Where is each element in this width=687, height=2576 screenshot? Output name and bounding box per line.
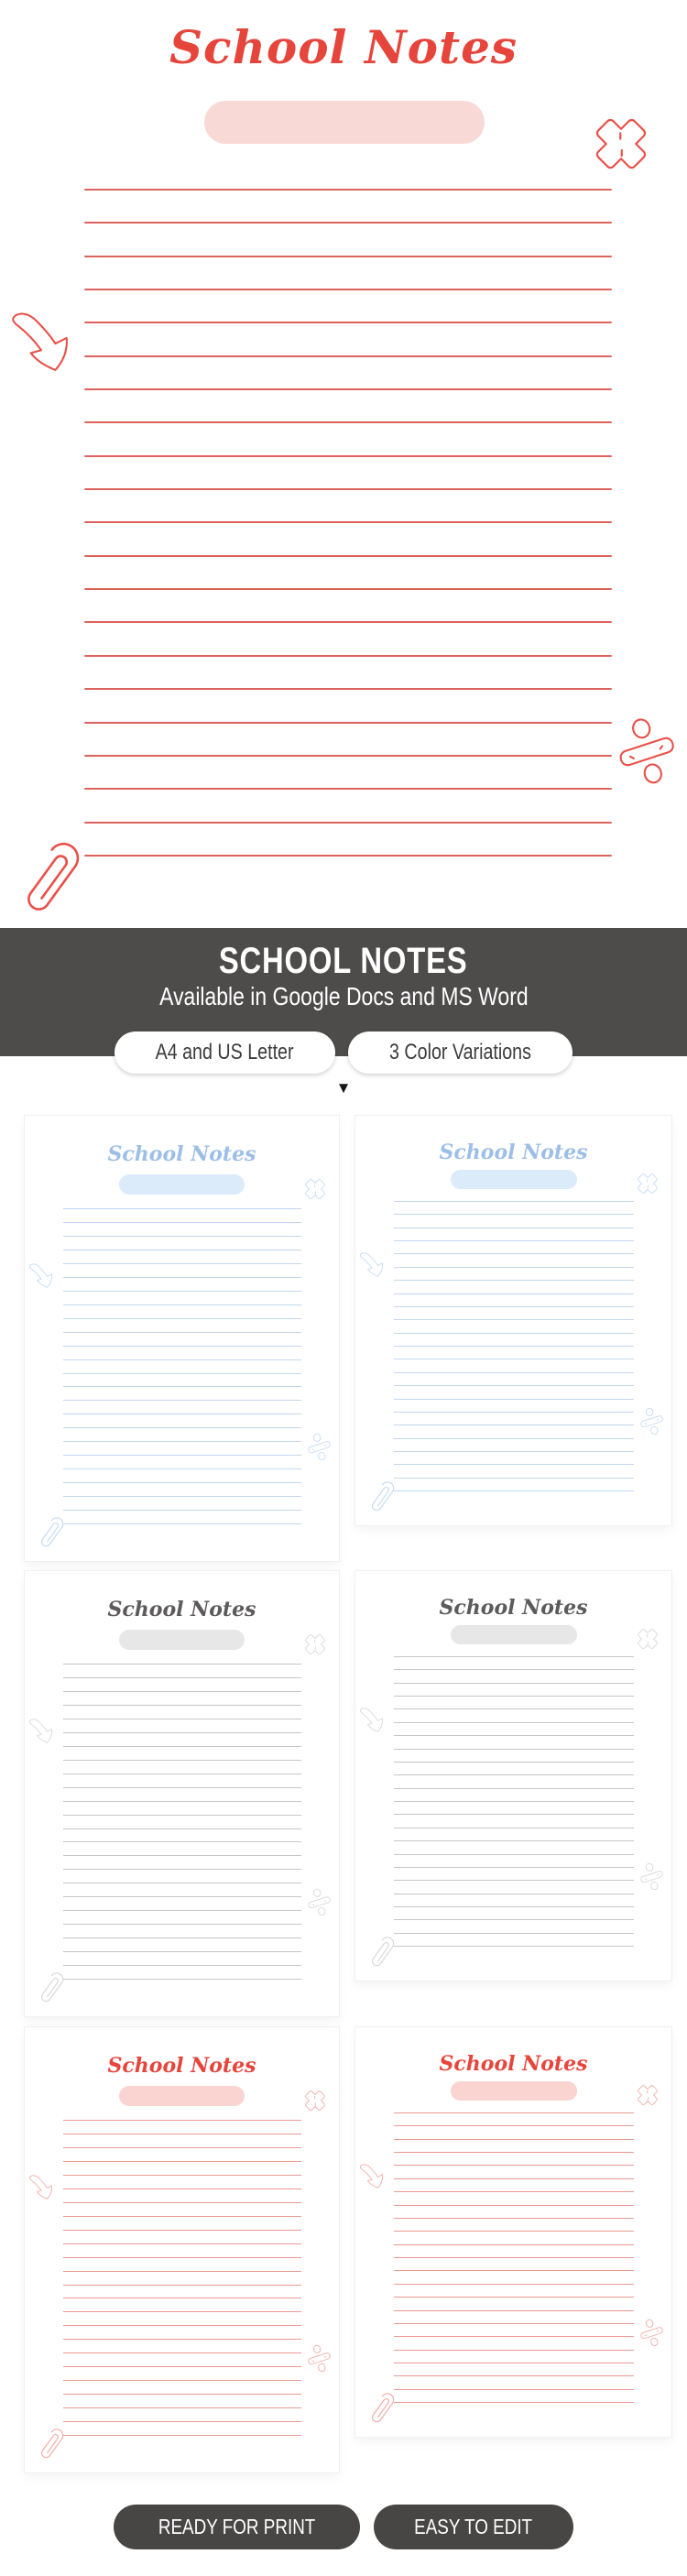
ruled-line xyxy=(84,355,612,357)
ruled-line xyxy=(394,1201,633,1202)
ruled-line xyxy=(84,256,612,257)
banner-heading xyxy=(0,941,687,981)
ruled-line xyxy=(63,2325,301,2326)
ruled-line xyxy=(63,2147,301,2148)
ruled-line xyxy=(394,1708,633,1709)
ruled-line xyxy=(63,1801,301,1802)
ruled-line xyxy=(394,2152,633,2153)
ruled-line xyxy=(63,1222,301,1223)
ruled-line xyxy=(63,1468,301,1469)
arrow-doodle-icon xyxy=(358,1251,387,1278)
preview-card-red-letter xyxy=(355,2027,671,2437)
ruled-line xyxy=(63,2216,301,2217)
ruled-line xyxy=(63,1236,301,1237)
ruled-line xyxy=(63,1400,301,1401)
ruled-line xyxy=(84,788,612,790)
ruled-line xyxy=(394,2257,633,2258)
multiply-doodle-icon xyxy=(302,2088,328,2113)
card-highlight-bar xyxy=(451,1170,577,1189)
multiply-doodle-icon xyxy=(635,2082,660,2108)
ruled-line xyxy=(63,2202,301,2203)
ruled-line xyxy=(394,1774,633,1775)
ruled-line xyxy=(84,555,612,557)
ruled-line xyxy=(63,2311,301,2312)
ruled-line xyxy=(394,1438,633,1439)
ruled-line xyxy=(63,1746,301,1747)
ruled-line xyxy=(63,2366,301,2367)
preview-card-gray-a4 xyxy=(25,1571,339,2016)
ruled-line xyxy=(394,1451,633,1452)
ruled-line xyxy=(84,688,612,690)
arrow-doodle-icon xyxy=(27,2174,56,2200)
ruled-line xyxy=(63,1427,301,1428)
ruled-line xyxy=(394,2350,633,2351)
ruled-line xyxy=(394,1319,633,1320)
ruled-line xyxy=(394,1253,633,1254)
ruled-line xyxy=(394,1333,633,1334)
card-highlight-bar xyxy=(119,2086,245,2106)
ruled-line xyxy=(394,1293,633,1294)
ruled-line xyxy=(394,1840,633,1841)
ruled-line xyxy=(394,1735,633,1736)
paperclip-doodle-icon xyxy=(362,1478,398,1519)
ruled-line xyxy=(394,1464,633,1465)
hero-ruled-lines xyxy=(84,189,612,857)
ruled-line xyxy=(63,1787,301,1788)
ruled-line xyxy=(84,455,612,457)
ready-for-print-label: READY FOR PRINT xyxy=(158,2515,316,2538)
ruled-line xyxy=(394,2231,633,2232)
ruled-line xyxy=(394,1399,633,1400)
hero-template-title: School Notes xyxy=(169,20,518,74)
ruled-line xyxy=(84,488,612,490)
ruled-line xyxy=(84,289,612,290)
ruled-line xyxy=(63,1510,301,1511)
paperclip-doodle-icon xyxy=(362,2389,398,2430)
ruled-line xyxy=(394,1801,633,1802)
ruled-line xyxy=(394,1814,633,1815)
ruled-line xyxy=(63,2271,301,2272)
paperclip-doodle-icon xyxy=(31,1513,68,1555)
ruled-line xyxy=(84,655,612,657)
ruled-line xyxy=(63,1869,301,1870)
paperclip-doodle-icon xyxy=(362,1933,398,1974)
preview-card-red-a4 xyxy=(25,2027,339,2472)
card-highlight-bar xyxy=(451,1625,577,1644)
ruled-line xyxy=(63,1318,301,1319)
card-template-title: School Notes xyxy=(107,2054,256,2079)
ruled-line xyxy=(394,1669,633,1670)
ruled-line xyxy=(63,1441,301,1442)
multiply-doodle-icon xyxy=(589,112,653,176)
hero-highlight-bar xyxy=(204,101,485,144)
ruled-line xyxy=(394,1880,633,1881)
ruled-line xyxy=(63,2380,301,2381)
ruled-line xyxy=(84,521,612,523)
ruled-line xyxy=(63,1455,301,1456)
ruled-line xyxy=(394,1306,633,1307)
ruled-line xyxy=(394,2178,633,2179)
divide-doodle-icon xyxy=(304,2343,334,2374)
ruled-line xyxy=(63,2243,301,2244)
ruled-line xyxy=(84,588,612,590)
footer-button-row xyxy=(0,2505,687,2549)
ruled-line xyxy=(63,2407,301,2408)
banner-subheading-text: Available in Google Docs and MS Word xyxy=(158,982,529,1010)
card-ruled-lines xyxy=(394,1201,633,1491)
ruled-line xyxy=(394,1385,633,1386)
ruled-line xyxy=(394,1933,633,1934)
ruled-line xyxy=(394,1788,633,1789)
ruled-line xyxy=(394,1762,633,1763)
ruled-line xyxy=(394,1214,633,1215)
ruled-line xyxy=(63,1496,301,1497)
ruled-line xyxy=(63,2394,301,2395)
card-ruled-lines xyxy=(63,2120,301,2436)
card-ruled-lines xyxy=(63,1208,301,1524)
ruled-line xyxy=(394,2284,633,2285)
ruled-line xyxy=(394,1490,633,1491)
ruled-line xyxy=(84,822,612,824)
ruled-line xyxy=(394,1854,633,1855)
ruled-line xyxy=(63,1208,301,1209)
ruled-line xyxy=(394,1424,633,1425)
ruled-line xyxy=(63,1924,301,1925)
banner-subheading xyxy=(0,981,687,1012)
ruled-line xyxy=(394,2402,633,2403)
ruled-line xyxy=(394,2389,633,2390)
arrow-doodle-icon xyxy=(358,1707,387,1733)
ruled-line xyxy=(63,1373,301,1374)
ruled-line xyxy=(394,1280,633,1281)
ruled-line xyxy=(63,2352,301,2353)
card-ruled-lines xyxy=(394,2112,633,2403)
ruled-line xyxy=(84,755,612,757)
ruled-line xyxy=(63,1910,301,1911)
ruled-line xyxy=(394,1722,633,1723)
card-template-title: School Notes xyxy=(439,2051,588,2076)
preview-card-blue-a4 xyxy=(25,1116,339,1561)
paperclip-doodle-icon xyxy=(31,2425,68,2466)
ruled-line xyxy=(63,1691,301,1692)
ready-for-print-button[interactable] xyxy=(114,2505,360,2549)
ruled-line xyxy=(63,1386,301,1387)
ruled-line xyxy=(394,1867,633,1868)
ruled-line xyxy=(63,1705,301,1706)
ruled-line xyxy=(394,1749,633,1750)
card-ruled-lines xyxy=(394,1656,633,1947)
divide-doodle-icon xyxy=(637,1406,667,1436)
card-highlight-bar xyxy=(119,1174,245,1195)
ruled-line xyxy=(63,2421,301,2422)
ruled-line xyxy=(394,2323,633,2324)
multiply-doodle-icon xyxy=(635,1626,660,1652)
ruled-line xyxy=(394,2336,633,2337)
ruled-line xyxy=(394,1412,633,1413)
divide-doodle-icon xyxy=(304,1887,334,1917)
card-template-title: School Notes xyxy=(439,1595,588,1620)
divide-doodle-icon xyxy=(637,2318,667,2348)
paperclip-doodle-icon xyxy=(31,1969,68,2010)
ruled-line xyxy=(63,1263,301,1264)
easy-to-edit-button[interactable] xyxy=(374,2505,572,2549)
ruled-line xyxy=(394,2244,633,2245)
arrow-doodle-icon xyxy=(27,1262,56,1289)
preview-card-gray-letter xyxy=(355,1571,671,1981)
ruled-line xyxy=(84,189,612,191)
easy-to-edit-label: EASY TO EDIT xyxy=(414,2515,533,2538)
ruled-line xyxy=(394,2165,633,2166)
ruled-line xyxy=(394,1683,633,1684)
ruled-line xyxy=(63,1346,301,1347)
ruled-line xyxy=(84,421,612,423)
ruled-line xyxy=(63,1482,301,1483)
ruled-line xyxy=(394,1372,633,1373)
ruled-line xyxy=(394,2112,633,2113)
divide-doodle-icon xyxy=(304,1432,334,1462)
ruled-line xyxy=(63,1855,301,1856)
ruled-line xyxy=(63,1277,301,1278)
card-ruled-lines xyxy=(63,1664,301,1980)
paperclip-doodle-icon xyxy=(4,834,90,929)
ruled-line xyxy=(394,2218,633,2219)
ruled-line xyxy=(63,2339,301,2340)
ruled-line xyxy=(394,1240,633,1241)
ruled-line xyxy=(394,2310,633,2311)
ruled-line xyxy=(394,1906,633,1907)
ruled-line xyxy=(63,1359,301,1360)
ruled-line xyxy=(63,1332,301,1333)
multiply-doodle-icon xyxy=(635,1171,660,1196)
card-template-title: School Notes xyxy=(107,1598,256,1622)
ruled-line xyxy=(63,1828,301,1829)
ruled-line xyxy=(84,855,612,857)
ruled-line xyxy=(394,2297,633,2298)
ruled-line xyxy=(63,1951,301,1952)
ruled-line xyxy=(63,1664,301,1665)
badge-pill-row xyxy=(0,1031,687,1074)
ruled-line xyxy=(84,722,612,724)
color-variations-badge-label: 3 Color Variations xyxy=(388,1040,531,1064)
ruled-line xyxy=(63,1304,301,1305)
ruled-line xyxy=(394,2191,633,2192)
ruled-line xyxy=(63,1979,301,1980)
preview-card-blue-letter xyxy=(355,1116,671,1525)
ruled-line xyxy=(394,1267,633,1268)
card-template-title: School Notes xyxy=(439,1140,588,1164)
ruled-line xyxy=(394,2125,633,2126)
ruled-line xyxy=(63,1677,301,1678)
ruled-line xyxy=(84,322,612,323)
ruled-line xyxy=(394,2270,633,2271)
ruled-line xyxy=(63,1937,301,1938)
ruled-line xyxy=(84,388,612,390)
ruled-line xyxy=(394,2139,633,2140)
ruled-line xyxy=(63,1896,301,1897)
card-template-title: School Notes xyxy=(107,1142,256,1167)
card-highlight-bar xyxy=(119,1630,245,1650)
paper-sizes-badge[interactable] xyxy=(114,1031,334,1074)
ruled-line xyxy=(394,2375,633,2376)
arrow-doodle-icon xyxy=(7,310,77,374)
ruled-line xyxy=(84,621,612,623)
triangle-down-icon: ▼ xyxy=(335,1079,352,1097)
ruled-line xyxy=(63,1965,301,1966)
arrow-doodle-icon xyxy=(358,2163,387,2189)
divide-doodle-icon xyxy=(637,1861,667,1892)
ruled-line xyxy=(63,1523,301,1524)
ruled-line xyxy=(63,2285,301,2286)
ruled-line xyxy=(63,2435,301,2436)
multiply-doodle-icon xyxy=(302,1176,328,1202)
ruled-line xyxy=(63,1760,301,1761)
multiply-doodle-icon xyxy=(302,1632,328,1657)
ruled-line xyxy=(394,2205,633,2206)
card-highlight-bar xyxy=(451,2081,577,2101)
paper-sizes-badge-label: A4 and US Letter xyxy=(156,1040,294,1064)
color-variations-badge[interactable] xyxy=(348,1031,572,1074)
ruled-line xyxy=(63,2257,301,2258)
ruled-line xyxy=(63,1815,301,1816)
ruled-line xyxy=(394,1478,633,1479)
ruled-line xyxy=(394,1696,633,1697)
ruled-line xyxy=(63,1841,301,1842)
ruled-line xyxy=(394,1346,633,1347)
divide-doodle-icon xyxy=(610,715,683,788)
arrow-doodle-icon xyxy=(27,1718,56,1744)
ruled-line xyxy=(394,1656,633,1657)
ruled-line xyxy=(394,1919,633,1920)
ruled-line xyxy=(63,2120,301,2121)
banner-heading-text: SCHOOL NOTES xyxy=(219,941,468,981)
ruled-line xyxy=(394,1946,633,1947)
ruled-line xyxy=(63,1291,301,1292)
ruled-line xyxy=(63,2230,301,2231)
ruled-line xyxy=(63,2161,301,2162)
ruled-line xyxy=(63,1732,301,1733)
ruled-line xyxy=(63,2175,301,2176)
ruled-line xyxy=(84,222,612,224)
